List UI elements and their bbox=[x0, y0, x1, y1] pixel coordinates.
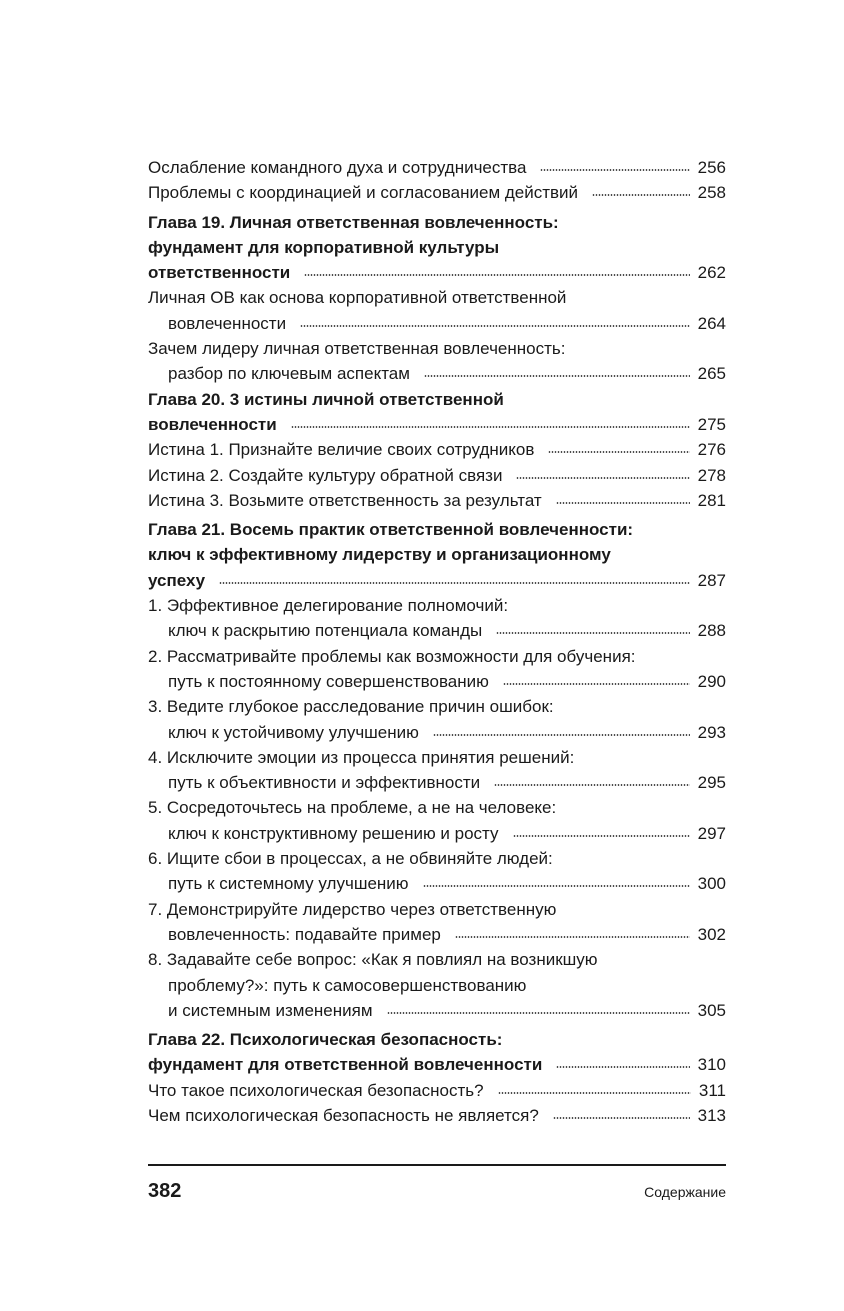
toc-entry-page: 265 bbox=[697, 364, 726, 384]
toc-entry bbox=[148, 387, 726, 412]
toc-entry-title: 3. Ведите глубокое расследование причин ошибок: bbox=[148, 697, 554, 717]
dot-leader bbox=[423, 885, 690, 887]
toc-entry-title: Глава 22. Психологическая безопасность: bbox=[148, 1030, 503, 1050]
page-number: 382 bbox=[148, 1180, 182, 1202]
toc-entry-title: Что такое психологическая безопасность? bbox=[148, 1080, 484, 1100]
toc-entry-title: 6. Ищите сбои в процессах, а не обвиняйте людей: bbox=[148, 849, 553, 869]
toc-entry-title: и системным изменениям bbox=[168, 1000, 373, 1020]
toc-entry-title: путь к постоянному совершенствованию bbox=[168, 671, 489, 691]
toc-entry-title: ключ к устойчивому улучшению bbox=[168, 722, 419, 742]
toc-entry-title: Истина 2. Создайте культуру обратной связи bbox=[148, 465, 503, 485]
toc-entry bbox=[148, 770, 726, 795]
footer-divider bbox=[148, 1164, 726, 1166]
toc-entry bbox=[148, 412, 726, 437]
toc-entry bbox=[148, 155, 726, 180]
toc-entry-title: Чем психологическая безопасность не является? bbox=[148, 1105, 539, 1125]
toc-entry bbox=[148, 488, 726, 513]
toc-entry-title: путь к объективности и эффективности bbox=[168, 773, 481, 793]
toc-entry bbox=[148, 947, 726, 972]
toc-entry-title: Глава 19. Личная ответственная вовлеченность: bbox=[148, 212, 559, 232]
toc-entry-page: 297 bbox=[697, 823, 726, 843]
toc-entry-page: 258 bbox=[697, 183, 726, 203]
toc-entry-title: вовлеченности bbox=[148, 414, 277, 434]
dot-leader bbox=[556, 1066, 689, 1068]
dot-leader bbox=[498, 1092, 691, 1094]
toc-entry-page: 305 bbox=[697, 1000, 726, 1020]
toc-entry-title: 7. Демонстрируйте лидерство через ответственную bbox=[148, 899, 557, 919]
toc-entry-title: Глава 21. Восемь практик ответственной вовлеченности: bbox=[148, 520, 634, 540]
toc-entry-title: ключ к эффективному лидерству и организационному bbox=[148, 545, 611, 565]
toc-entry-page: 278 bbox=[697, 465, 726, 485]
toc-entry-title: 2. Рассматривайте проблемы как возможности для обучения: bbox=[148, 646, 636, 666]
toc-entry-page: 302 bbox=[697, 924, 726, 944]
toc-entry-title: фундамент для ответственной вовлеченности bbox=[148, 1055, 543, 1075]
toc-entry-title: Ослабление командного духа и сотрудничества bbox=[148, 158, 527, 177]
toc-entry bbox=[148, 210, 726, 235]
dot-leader bbox=[494, 784, 690, 786]
toc-entry bbox=[148, 644, 726, 669]
toc-entry bbox=[148, 871, 726, 896]
toc-entry bbox=[148, 542, 726, 567]
toc-entry bbox=[148, 1078, 726, 1103]
dot-leader bbox=[219, 582, 690, 584]
toc-entry bbox=[148, 1052, 726, 1077]
dot-leader bbox=[503, 683, 690, 685]
toc-entry bbox=[148, 260, 726, 285]
toc-entry-page: 276 bbox=[697, 440, 726, 460]
toc-entry-page: 293 bbox=[697, 722, 726, 742]
toc-entry bbox=[148, 361, 726, 386]
toc-entry-title: ответственности bbox=[148, 263, 291, 283]
toc-entry bbox=[148, 437, 726, 462]
dot-leader bbox=[592, 194, 690, 196]
toc-entry-title: 4. Исключите эмоции из процесса принятия решений: bbox=[148, 747, 575, 767]
toc-entry bbox=[148, 922, 726, 947]
toc-entry bbox=[148, 235, 726, 260]
dot-leader bbox=[300, 325, 690, 327]
toc-entry-title: вовлеченность: подавайте пример bbox=[168, 924, 441, 944]
toc-entry-page: 256 bbox=[697, 158, 726, 177]
toc-entry bbox=[148, 694, 726, 719]
toc-entry-page: 311 bbox=[698, 1080, 726, 1100]
toc-entry bbox=[148, 336, 726, 361]
toc-entry bbox=[148, 897, 726, 922]
toc-entry bbox=[148, 795, 726, 820]
table-of-contents bbox=[148, 155, 726, 1128]
toc-entry bbox=[148, 517, 726, 542]
toc-entry-title: проблему?»: путь к самосовершенствованию bbox=[168, 975, 527, 995]
dot-leader bbox=[387, 1012, 690, 1014]
toc-entry bbox=[148, 463, 726, 488]
toc-entry-title: вовлеченности bbox=[168, 313, 287, 333]
toc-entry-title: ключ к раскрытию потенциала команды bbox=[168, 621, 483, 641]
dot-leader bbox=[553, 1117, 690, 1119]
toc-entry-title: 8. Задавайте себе вопрос: «Как я повлиял на возникшую bbox=[148, 950, 598, 970]
toc-entry-title: Глава 20. 3 истины личной ответственной bbox=[148, 389, 504, 409]
toc-entry-title: 5. Сосредоточьтесь на проблеме, а не на человеке: bbox=[148, 798, 557, 818]
toc-entry bbox=[148, 593, 726, 618]
toc-entry-title: Зачем лидеру личная ответственная вовлеченность: bbox=[148, 339, 566, 359]
toc-entry bbox=[148, 285, 726, 310]
toc-entry bbox=[148, 821, 726, 846]
dot-leader bbox=[304, 274, 689, 276]
toc-entry bbox=[148, 1027, 726, 1052]
toc-entry-page: 290 bbox=[697, 671, 726, 691]
toc-entry bbox=[148, 180, 726, 205]
toc-entry-title: Истина 1. Признайте величие своих сотрудников bbox=[148, 440, 535, 460]
toc-entry-title: успеху bbox=[148, 570, 206, 590]
toc-entry-title: разбор по ключевым аспектам bbox=[168, 364, 410, 384]
toc-entry-page: 281 bbox=[697, 490, 726, 510]
toc-entry bbox=[148, 973, 726, 998]
dot-leader bbox=[291, 426, 690, 428]
toc-entry bbox=[148, 669, 726, 694]
dot-leader bbox=[540, 169, 689, 171]
toc-entry-title: Истина 3. Возьмите ответственность за результат bbox=[148, 490, 542, 510]
toc-entry-title: 1. Эффективное делегирование полномочий: bbox=[148, 596, 509, 616]
toc-entry bbox=[148, 618, 726, 643]
toc-entry bbox=[148, 745, 726, 770]
toc-entry-title: Проблемы с координацией и согласованием действий bbox=[148, 183, 579, 203]
toc-entry-page: 262 bbox=[697, 263, 726, 283]
toc-entry-page: 310 bbox=[697, 1055, 726, 1075]
toc-entry bbox=[148, 568, 726, 593]
toc-entry bbox=[148, 1103, 726, 1128]
running-footer-title: Содержание bbox=[644, 1184, 726, 1200]
toc-entry-page: 313 bbox=[697, 1105, 726, 1125]
toc-entry-page: 295 bbox=[697, 773, 726, 793]
dot-leader bbox=[516, 477, 689, 479]
dot-leader bbox=[496, 632, 689, 634]
toc-entry-page: 288 bbox=[697, 621, 726, 641]
toc-entry-page: 300 bbox=[697, 874, 726, 894]
toc-entry-title: Личная ОВ как основа корпоративной ответственной bbox=[148, 288, 567, 308]
dot-leader bbox=[455, 936, 690, 938]
dot-leader bbox=[556, 502, 690, 504]
dot-leader bbox=[433, 734, 690, 736]
toc-entry-title: фундамент для корпоративной культуры bbox=[148, 237, 500, 257]
toc-entry bbox=[148, 998, 726, 1023]
dot-leader bbox=[513, 835, 690, 837]
toc-entry-title: путь к системному улучшению bbox=[168, 874, 409, 894]
dot-leader bbox=[424, 375, 690, 377]
dot-leader bbox=[548, 451, 689, 453]
toc-entry-page: 287 bbox=[697, 570, 726, 590]
toc-entry-page: 264 bbox=[697, 313, 726, 333]
toc-entry bbox=[148, 720, 726, 745]
toc-entry-page: 275 bbox=[697, 414, 726, 434]
toc-entry-title: ключ к конструктивному решению и росту bbox=[168, 823, 499, 843]
toc-entry bbox=[148, 846, 726, 871]
toc-entry bbox=[148, 311, 726, 336]
